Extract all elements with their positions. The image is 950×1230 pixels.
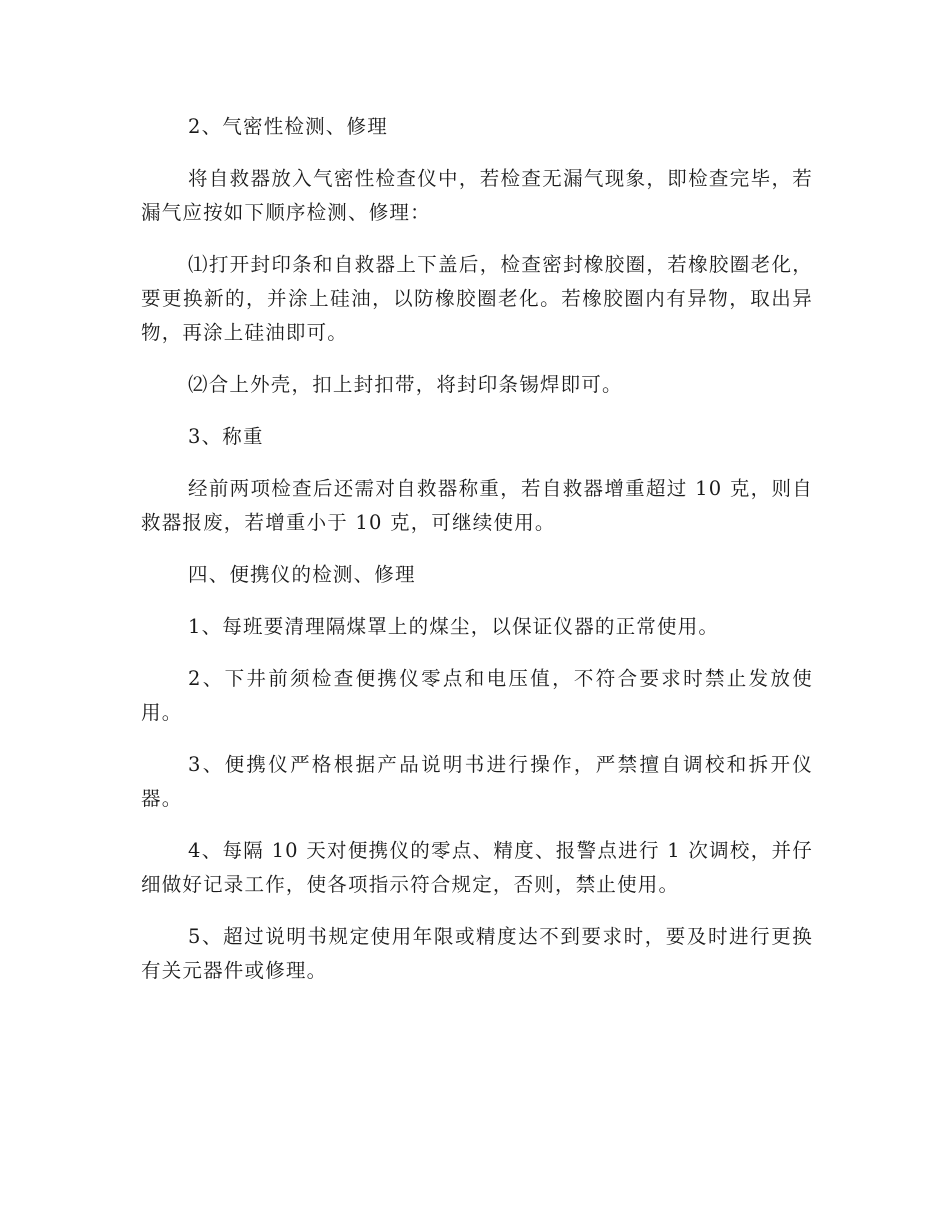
section-heading-airtightness: 2、气密性检测、修理	[188, 115, 388, 138]
paragraph-item-2: 2、下井前须检查便携仪零点和电压值，不符合要求时禁止发放使用。	[141, 667, 813, 724]
paragraph-step-2: ⑵合上外壳，扣上封扣带，将封印条锡焊即可。	[188, 373, 623, 396]
paragraph-weighing: 经前两项检查后还需对自救器称重，若自救器增重超过 10 克，则自救器报废，若增重小于 10 克，可继续使用。	[141, 477, 813, 534]
section-heading-weighing: 3、称重	[188, 425, 264, 448]
document-body	[141, 110, 813, 1006]
paragraph-item-5: 5、超过说明书规定使用年限或精度达不到要求时，要及时进行更换有关元器件或修理。	[141, 925, 813, 982]
paragraph-item-3: 3、便携仪严格根据产品说明书进行操作，严禁擅自调校和拆开仪器。	[141, 753, 813, 810]
paragraph-item-1: 1、每班要清理隔煤罩上的煤尘，以保证仪器的正常使用。	[188, 615, 720, 638]
paragraph-airtightness-intro: 将自救器放入气密性检查仪中，若检查无漏气现象，即检查完毕，若漏气应按如下顺序检测、修理：	[141, 167, 813, 224]
section-heading-portable-instrument: 四、便携仪的检测、修理	[188, 563, 416, 586]
paragraph-item-4: 4、每隔 10 天对便携仪的零点、精度、报警点进行 1 次调校，并仔细做好记录工作，使各项指示符合规定，否则，禁止使用。	[141, 839, 813, 896]
paragraph-step-1: ⑴打开封印条和自救器上下盖后，检查密封橡胶圈，若橡胶圈老化，要更换新的，并涂上硅油，以防橡胶圈老化。若橡胶圈内有异物，取出异物，再涂上硅油即可。	[141, 253, 813, 344]
